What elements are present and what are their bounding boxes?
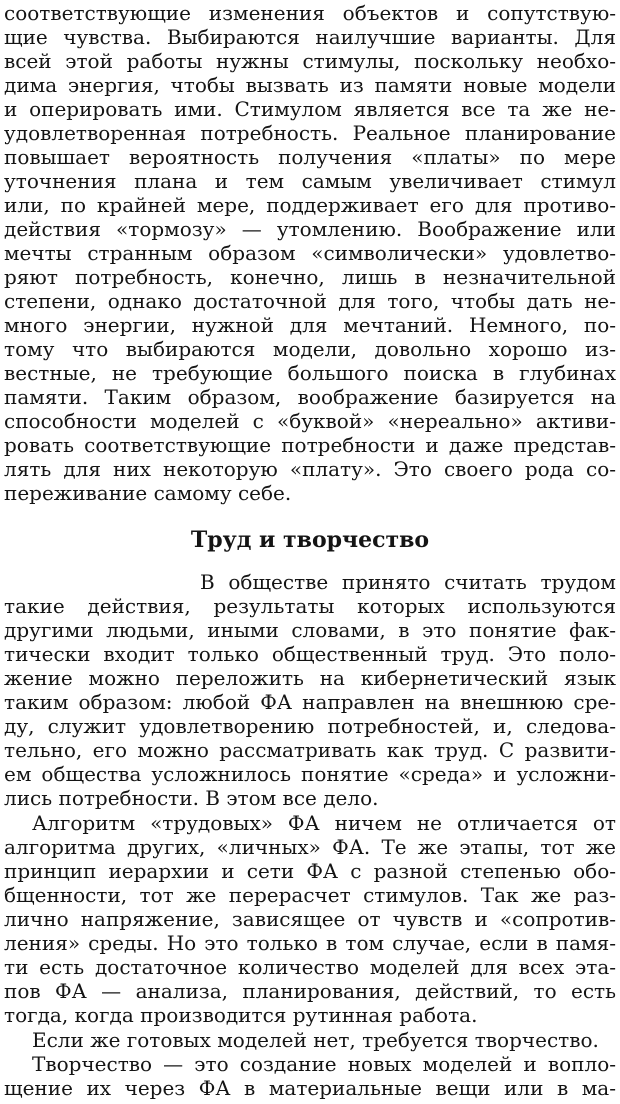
text-line: щие чувства. Выбираются наилучшие варианты. Для [4, 25, 616, 49]
text-line: тому что выбираются модели, довольно хорошо из- [4, 337, 616, 361]
text-line: степени, однако достаточной для того, чтобы дать не- [4, 289, 616, 313]
text-line: тельно, его можно рассматривать как труд. С развити- [4, 738, 616, 762]
text-line: вестные, не требующие большого поиска в глубинах [4, 361, 616, 385]
text-line: Если же готовых моделей нет, требуется творчество. [32, 1028, 599, 1052]
text-line: уточнения плана и тем самым увеличивает стимул [4, 169, 616, 193]
text-line: жение можно переложить на кибернетический язык [4, 666, 616, 690]
text-line: принцип иерархии и сети ФА с разной степенью обо- [4, 859, 616, 883]
text-line: таким образом: любой ФА направлен на внешнюю сре- [4, 690, 616, 714]
text-line: лично напряжение, зависящее от чувств и «сопротив- [4, 907, 616, 931]
text-line: и оперировать ими. Стимулом является все та же не- [4, 97, 616, 121]
text-line: лять для них некоторую «плату». Это своего рода со- [4, 457, 616, 481]
text-line: В обществе принято считать трудом [200, 570, 616, 594]
text-line: или, по крайней мере, поддерживает его для противо- [4, 193, 616, 217]
text-line: действия «тормозу» — утомлению. Воображение или [4, 217, 616, 241]
text-line: другими людьми, иными словами, в это понятие фак- [4, 618, 616, 642]
text-line: бщенности, тот же перерасчет стимулов. Так же раз- [4, 883, 616, 907]
text-line: лись потребности. В этом все дело. [4, 786, 379, 810]
text-line: пов ФА — анализа, планирования, действий, то есть [4, 979, 616, 1003]
text-line: ем общества усложнилось понятие «среда» и усложни- [4, 762, 616, 786]
text-line: соответствующие изменения объектов и сопутствую- [4, 1, 616, 25]
text-line: памяти. Таким образом, воображение базируется на [4, 385, 616, 409]
text-line: такие действия, результаты которых используются [4, 594, 616, 618]
text-line: много энергии, нужной для мечтаний. Немного, по- [4, 313, 616, 337]
text-line: мечты странным образом «символически» удовлетво- [4, 241, 616, 265]
text-line: удовлетворенная потребность. Реальное планирование [4, 121, 616, 145]
section-heading: Труд и творчество [190, 527, 430, 553]
text-line: алгоритма других, «личных» ФА. Те же этапы, тот же [4, 835, 616, 859]
text-line: Творчество — это создание новых моделей и вопло- [32, 1052, 616, 1076]
text-line: способности моделей с «буквой» «нереально» активи- [4, 409, 616, 433]
text-line: дима энергия, чтобы вызвать из памяти новые модели [4, 73, 616, 97]
text-line: всей этой работы нужны стимулы, поскольку необхо- [4, 49, 616, 73]
text-line: тически входит только общественный труд. Это поло- [4, 642, 616, 666]
text-line: ления» среды. Но это только в том случае, если в памя- [4, 931, 616, 955]
text-line: переживание самому себе. [4, 481, 292, 505]
text-line: ровать соответствующие потребности и даже представ- [4, 433, 616, 457]
text-line: ду, служит удовлетворению потребностей, и, следова- [4, 714, 616, 738]
text-line: щение их через ФА в материальные вещи или в ма- [4, 1076, 616, 1100]
text-line: ти есть достаточное количество моделей для всех эта- [4, 955, 616, 979]
text-line: Алгоритм «трудовых» ФА ничем не отличается от [32, 811, 616, 835]
text-line: тогда, когда производится рутинная работа. [4, 1003, 478, 1027]
text-line: повышает вероятность получения «платы» по мере [4, 145, 616, 169]
text-line: ряют потребность, конечно, лишь в незначительной [4, 265, 616, 289]
